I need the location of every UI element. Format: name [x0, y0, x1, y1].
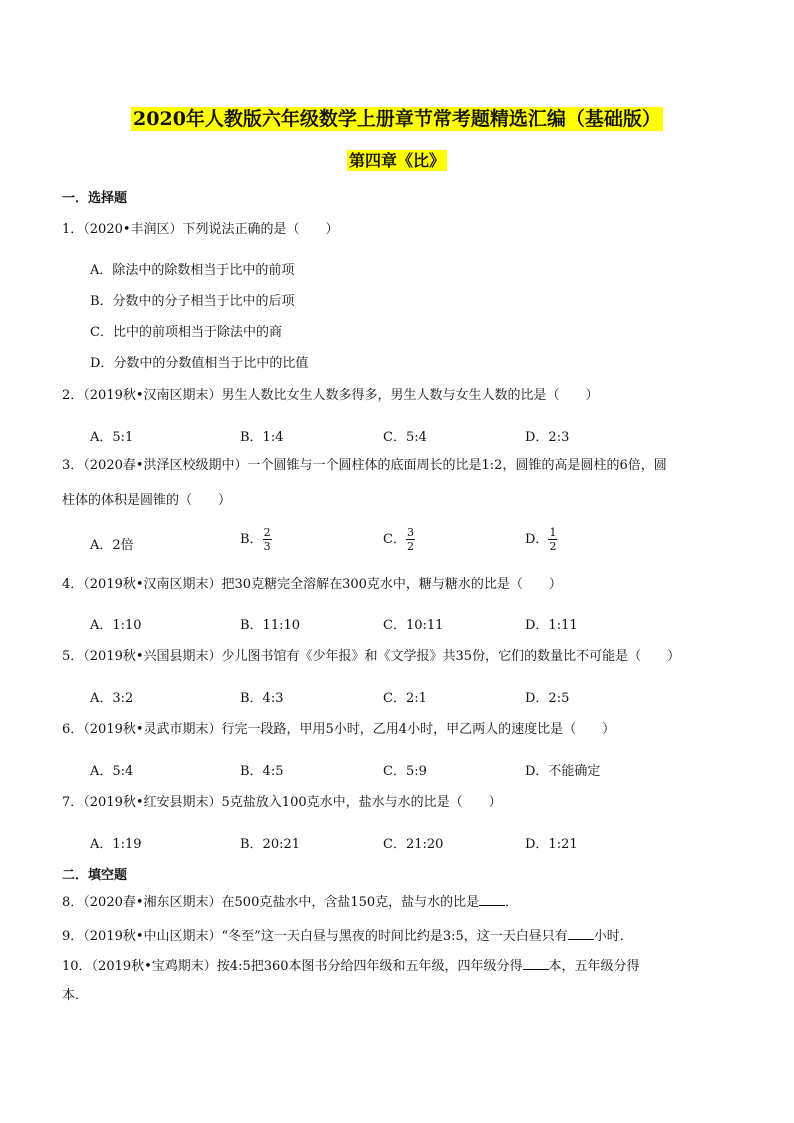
question-2-option-c: C．5:4 [383, 430, 427, 445]
question-8-stem: 8．（2020春•湘东区期末）在500克盐水中，含盐150克，盐与水的比是 ． [62, 895, 519, 910]
section-fill: 二．填空题 [62, 868, 128, 883]
question-4-option-a: A．1:10 [90, 618, 142, 633]
question-6-stem: 6．（2019秋•灵武市期末）行完一段路，甲用5小时，乙用4小时，甲乙两人的速度比是（ ） [62, 722, 616, 737]
question-3-option-c: C． $\frac{3}{2}$ [383, 526, 414, 553]
page-title: 2020年人教版六年级数学上册章节常考题精选汇编（基础版） [133, 108, 661, 130]
question-2-option-b: B．1:4 [240, 430, 284, 445]
question-10-stem-line2: 本． [62, 988, 89, 1003]
question-6-option-a: A．5:4 [90, 764, 134, 779]
question-3-option-a: A．2倍 [90, 538, 134, 553]
chapter-title: 第四章《比》 [348, 151, 445, 170]
question-5-stem: 5．（2019秋•兴国县期末）少儿图书馆有《少年报》和《文学报》共35份，它们的数量比不可能是（ ） [62, 649, 681, 664]
question-2-stem: 2．（2019秋•汉南区期末）男生人数比女生人数多得多，男生人数与女生人数的比是（ ） [62, 388, 599, 403]
fraction: $\frac{1}{2}$ [549, 526, 557, 553]
answer-blank[interactable] [568, 927, 594, 940]
question-3-option-b: B． $\frac{2}{3}$ [240, 526, 271, 553]
question-3-option-d: D． $\frac{1}{2}$ [525, 526, 557, 553]
question-3-stem-line2: 柱体的体积是圆锥的（ ） [62, 493, 232, 508]
question-4-option-b: B．11:10 [240, 618, 301, 633]
question-7-option-d: D．1:21 [525, 837, 578, 852]
answer-blank[interactable] [479, 893, 505, 906]
question-4-stem: 4．（2019秋•汉南区期末）把30克糖完全溶解在300克水中，糖与糖水的比是（ ） [62, 577, 562, 592]
question-2-option-d: D．2:3 [525, 430, 570, 445]
question-1-option-a: A．除法中的除数相当于比中的前项 [90, 263, 295, 278]
section-choice: 一．选择题 [62, 191, 128, 206]
answer-blank[interactable] [523, 957, 549, 970]
question-9-stem: 9．（2019秋•中山区期末）“冬至”这一天白昼与黑夜的时间比约是3:5，这一天白昼只有 小时． [62, 929, 633, 944]
question-6-option-b: B．4:5 [240, 764, 284, 779]
question-7-option-a: A．1:19 [90, 837, 142, 852]
question-5-option-a: A．3:2 [90, 691, 134, 706]
question-6-option-c: C．5:9 [383, 764, 427, 779]
question-1-stem: 1．（2020•丰润区）下列说法正确的是（ ） [62, 222, 339, 237]
question-5-option-b: B．4:3 [240, 691, 284, 706]
fraction: $\frac{2}{3}$ [263, 526, 271, 553]
question-10-stem-line1: 10．（2019秋•宝鸡期末）按4:5把360本图书分给四年级和五年级，四年级分得 本，五年级分得 [62, 959, 640, 974]
question-5-option-c: C．2:1 [383, 691, 427, 706]
question-1-option-c: C．比中的前项相当于除法中的商 [90, 325, 282, 340]
question-6-option-d: D．不能确定 [525, 764, 601, 779]
question-7-option-c: C．21:20 [383, 837, 444, 852]
fraction: $\frac{3}{2}$ [406, 526, 414, 553]
question-2-option-a: A．5:1 [90, 430, 134, 445]
question-7-option-b: B．20:21 [240, 837, 301, 852]
question-1-option-d: D．分数中的分数值相当于比中的比值 [90, 356, 309, 371]
question-1-option-b: B．分数中的分子相当于比中的后项 [90, 294, 295, 309]
question-4-option-d: D．1:11 [525, 618, 578, 633]
question-3-stem-line1: 3．（2020春•洪泽区校级期中）一个圆锥与一个圆柱体的底面周长的比是1:2，圆锥的高是圆柱的6倍，圆 [62, 458, 667, 473]
question-4-option-c: C．10:11 [383, 618, 444, 633]
question-5-option-d: D．2:5 [525, 691, 570, 706]
question-7-stem: 7．（2019秋•红安县期末）5克盐放入100克水中，盐水与水的比是（ ） [62, 795, 502, 810]
